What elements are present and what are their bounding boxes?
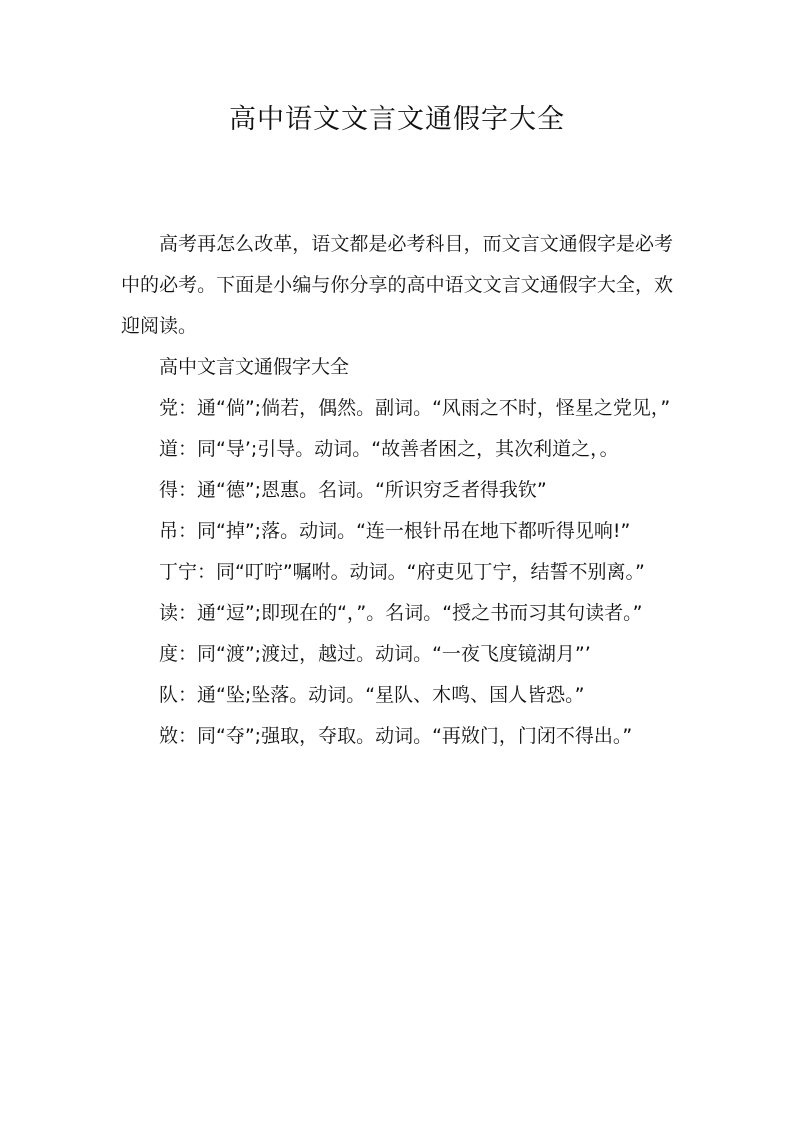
paragraph-subheading: 高中文言文通假字大全 [159, 356, 350, 378]
paragraph-entry-du-cross: 度：同“渡”;渡过，越过。动词。“一夜飞度镜湖月”’ [159, 643, 591, 665]
paragraph-entry-de: 得：通“德”;恩惠。名词。“所识穷乏者得我钦” [159, 479, 547, 501]
paragraph-intro: 高考再怎么改革，语文都是必考科目，而文言文通假字是必考中的必考。下面是小编与你分享的高中语文文言文通假字大全，欢迎阅读。 [121, 233, 673, 337]
paragraph-entry-dui: 队：通“坠;坠落。动词。“星队、木鸣、国人皆恐。” [159, 684, 585, 706]
paragraph-entry-diao: 吊：同“掉”;落。动词。“连一根针吊在地下都听得见响!” [159, 520, 631, 542]
paragraph-entry-dao: 道：同“导’;引导。动词。“故善者困之，其次利道之，。 [159, 438, 619, 460]
paragraph-entry-du-read: 读：通“逗”;即现在的“，”。名词。“授之书而习其句读者。” [159, 602, 643, 624]
page-title: 高中语文文言文通假字大全 [229, 104, 565, 135]
paragraph-entry-duo: 敚：同“夺”;强取，夺取。动词。“再敚门，门闭不得出。” [159, 725, 633, 747]
paragraph-entry-dingning: 丁宁：同“叮咛”嘱咐。动词。“府吏见丁宁，结誓不别离。” [159, 561, 645, 583]
document-body [121, 224, 673, 757]
paragraph-entry-dang: 党：通“倘”;倘若，偶然。副词。“风雨之不时，怪星之党见，” [159, 397, 671, 419]
